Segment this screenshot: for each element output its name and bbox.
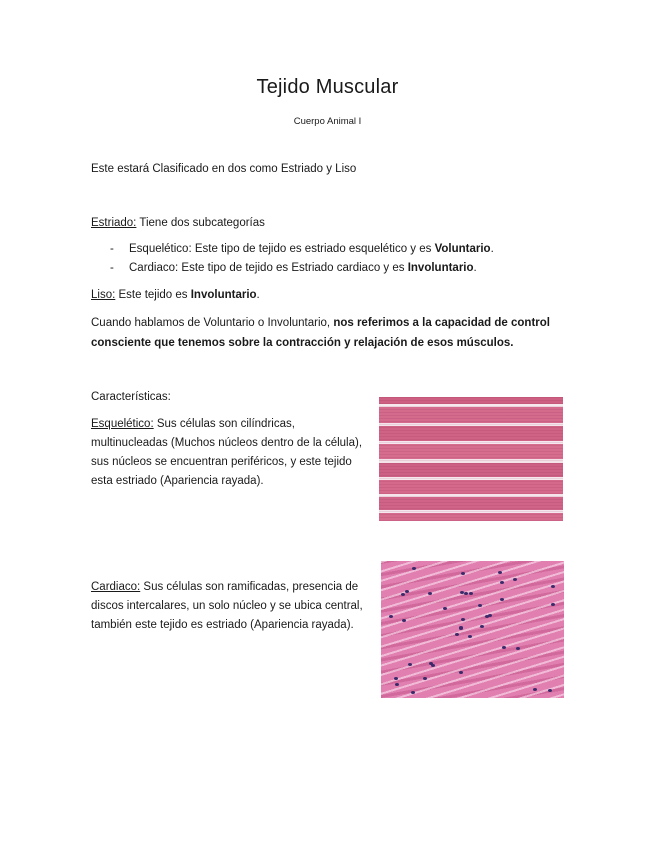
- esqueletico-label: Esquelético:: [91, 418, 154, 430]
- voluntario-paragraph: [91, 313, 581, 353]
- bullet-dash: -: [110, 262, 114, 274]
- nucleus-dot: [411, 691, 415, 694]
- bullet-text: Cardiaco: Este tipo de tejido es Estriado cardiaco y es: [129, 262, 408, 274]
- nucleus-dot: [469, 592, 473, 595]
- estriado-text: Tiene dos subcategorías: [136, 217, 265, 229]
- cardiaco-label: Cardiaco:: [91, 581, 141, 593]
- document-title: Tejido Muscular: [256, 76, 399, 98]
- nucleus-dot: [443, 607, 447, 610]
- esqueletico-text: Sus células son cilíndricas, multinucleadas (Muchos núcleos dentro de la célula), sus núcleos se encuentran periféricos, y este tejido esta estriado (Apariencia rayada).: [91, 418, 363, 487]
- nucleus-dot: [401, 593, 405, 596]
- liso-text: Este tejido es: [115, 289, 191, 301]
- nucleus-dot: [461, 572, 465, 575]
- document-subtitle: Cuerpo Animal I: [293, 116, 362, 127]
- nucleus-dot: [428, 592, 432, 595]
- bullet-bold: Voluntario: [434, 243, 491, 255]
- bullet-esqueletico: [110, 243, 494, 255]
- estriado-label: Estriado:: [91, 217, 137, 229]
- bullet-dash: -: [110, 243, 114, 255]
- estriado-line: [91, 217, 265, 229]
- nucleus-dot: [394, 677, 398, 680]
- bullet-end: .: [490, 243, 494, 255]
- nucleus-dot: [405, 590, 409, 593]
- nucleus-dot: [459, 626, 463, 629]
- nucleus-dot: [464, 592, 468, 595]
- bullet-end: .: [473, 262, 477, 274]
- liso-end: .: [256, 289, 260, 301]
- intro-text: Este estará Clasificado en dos como Estriado y Liso: [91, 163, 357, 175]
- nucleus-dot: [548, 689, 552, 692]
- nucleus-dot: [429, 662, 433, 665]
- nucleus-dot: [500, 581, 504, 584]
- bullet-cardiaco: [110, 262, 477, 274]
- nucleus-dot: [533, 688, 537, 691]
- cardiaco-text: Sus células son ramificadas, presencia de discos intercalares, un solo núcleo y se ubica central, también este tejido es estriado (Apariencia rayada).: [91, 581, 363, 631]
- nucleus-dot: [513, 578, 517, 581]
- nucleus-dot: [402, 619, 406, 622]
- nucleus-dot: [478, 604, 482, 607]
- liso-bold: Involuntario: [190, 289, 257, 301]
- nucleus-dot: [551, 585, 555, 588]
- nucleus-dot: [551, 603, 555, 606]
- nucleus-dot: [461, 618, 465, 621]
- liso-line: [91, 289, 260, 301]
- voluntario-text: Cuando hablamos de Voluntario o Involuntario,: [91, 317, 334, 329]
- nucleus-dot: [498, 571, 502, 574]
- nucleus-dot: [412, 567, 416, 570]
- nucleus-dot: [395, 683, 399, 686]
- bullet-text: Esquelético: Este tipo de tejido es estriado esquelético y es: [129, 243, 435, 255]
- cardiac-muscle-image: [381, 561, 564, 698]
- liso-label: Liso:: [91, 289, 116, 301]
- nucleus-dot: [423, 677, 427, 680]
- cardiaco-description: [91, 578, 371, 635]
- nucleus-dot: [480, 625, 484, 628]
- nucleus-dot: [389, 615, 393, 618]
- nucleus-dot: [408, 663, 412, 666]
- bullet-bold: Involuntario: [407, 262, 474, 274]
- nucleus-dot: [500, 598, 504, 601]
- voluntario-bold: nos referimos a la capacidad de control consciente que tenemos sobre la contracción y relajación de esos músculos.: [91, 317, 550, 349]
- caracteristicas-heading: Características:: [91, 391, 171, 403]
- nucleus-dot: [502, 646, 506, 649]
- nucleus-dot: [455, 633, 459, 636]
- nucleus-dot: [516, 647, 520, 650]
- esqueletico-description: [91, 415, 371, 491]
- nucleus-dot: [459, 671, 463, 674]
- skeletal-muscle-image: [379, 397, 563, 521]
- nucleus-dot: [468, 635, 472, 638]
- nucleus-dot: [488, 614, 492, 617]
